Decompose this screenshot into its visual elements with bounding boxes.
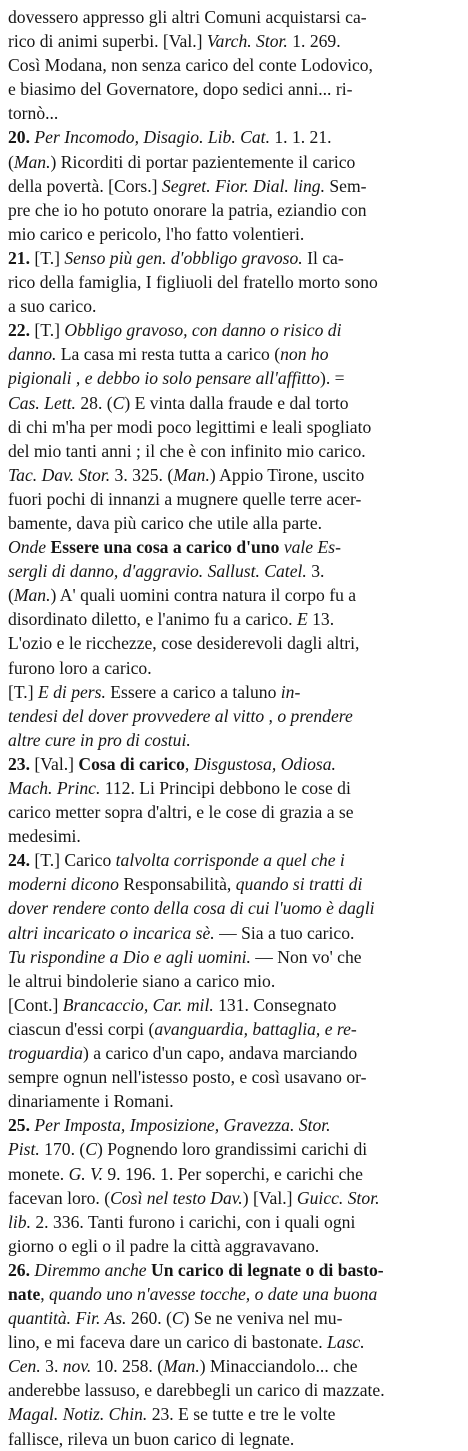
italic-run: C — [112, 392, 125, 413]
text-line — [8, 198, 460, 222]
text-run: 112. Li Principi debbono le cose di — [100, 778, 351, 798]
text-run: ( — [8, 151, 14, 172]
text-run: ) E vinta dalla fraude e dal torto — [124, 392, 349, 413]
text-line — [8, 77, 460, 101]
text-line — [8, 270, 460, 294]
text-run: , — [184, 753, 194, 774]
text-run: 9. 196. 1. Per soperchi, e carichi che — [102, 1163, 363, 1184]
italic-run: tendesi del dover provvedere al vitto , o prendere — [8, 705, 353, 726]
text-run: disordinato diletto, e l'animo fu a carico. — [8, 609, 297, 630]
italic-run: C — [171, 1308, 184, 1329]
text-run: 3. — [306, 561, 325, 582]
italic-run: E di pers. — [37, 681, 106, 702]
text-line — [8, 463, 460, 487]
text-line — [8, 511, 460, 535]
text-line — [8, 535, 460, 559]
text-run: [T.] — [8, 681, 38, 702]
text-run: ) a carico d'un capo, andava marciando — [82, 1043, 358, 1064]
text-run: 1. 1. 21. — [269, 127, 332, 148]
text-line — [8, 1402, 460, 1426]
text-run: del mio tanti anni ; il che è con infinito mio carico. — [8, 440, 366, 461]
text-line — [8, 125, 460, 149]
italic-run: altri incaricato o incarica sè. — [8, 922, 215, 943]
text-line — [8, 294, 460, 318]
italic-run: quantità. Fir. As. — [8, 1308, 127, 1329]
italic-run: C — [85, 1139, 97, 1160]
text-run: Responsabilità, — [118, 874, 236, 895]
italic-run: Man. — [163, 1356, 200, 1377]
italic-run: quando si tratti di — [235, 874, 363, 895]
italic-run: talvolta corrisponde a quel che i — [115, 850, 345, 871]
italic-run: Cas. Lett. — [8, 392, 76, 413]
text-line — [8, 800, 460, 824]
text-line — [8, 872, 460, 896]
text-run: le altrui bindolerie siano a carico mio. — [8, 970, 276, 991]
italic-run: Mach. Princ. — [8, 778, 101, 798]
bold-run: 21. — [8, 247, 30, 268]
italic-run: Cen. — [8, 1356, 41, 1377]
text-run: bamente, dava più carico che utile alla parte. — [8, 512, 323, 533]
bold-run: 26. — [8, 1259, 30, 1280]
text-run: [T.] — [30, 320, 65, 341]
text-run: mio carico e pericolo, l'ho fatto volentieri. — [8, 223, 305, 244]
text-line — [8, 1282, 460, 1306]
text-run: [Cont.] — [8, 994, 63, 1015]
text-run: 28. ( — [75, 392, 113, 413]
text-line — [8, 150, 460, 174]
italic-run: E — [296, 609, 308, 630]
bold-run: 24. — [8, 850, 30, 871]
text-run: Essere a carico a taluno — [105, 681, 281, 702]
italic-run: quando uno n'avesse tocche, o date una buona — [49, 1283, 378, 1304]
text-run: sempre ognun nell'istesso posto, e così usavano or- — [8, 1067, 367, 1088]
text-run: L'ozio e le ricchezze, cose desiderevoli dagli altri, — [8, 633, 360, 654]
italic-run: non ho — [280, 344, 329, 365]
text-run: — Sia a tuo carico. — [214, 922, 355, 943]
text-line — [8, 945, 460, 969]
text-line — [8, 824, 460, 848]
text-line — [8, 439, 460, 463]
text-run: monete. — [8, 1163, 69, 1184]
italic-run: Pist. — [8, 1139, 40, 1160]
text-run: facevan loro. ( — [8, 1187, 111, 1208]
text-run: carico metter sopra d'altri, e le cose di grazia a se — [8, 802, 354, 823]
italic-run: Man. — [13, 151, 51, 172]
text-line — [8, 583, 460, 607]
text-run: a suo carico. — [8, 296, 97, 317]
bold-run: 23. — [8, 753, 30, 774]
bold-run: Un carico di legnate o di basto- — [151, 1259, 384, 1280]
text-line — [8, 174, 460, 198]
italic-run: Così nel testo Dav. — [110, 1187, 243, 1208]
bold-run: Essere una cosa a carico d'uno — [50, 537, 280, 558]
text-run: [Val.] — [30, 753, 79, 774]
italic-run: Tu rispondine a Dio e agli uomini. — [8, 946, 251, 967]
bold-run: nate — [8, 1283, 41, 1304]
italic-run: nov. — [62, 1356, 92, 1377]
italic-run: Onde — [8, 537, 47, 558]
italic-run: dover rendere conto della cosa di cui l'uomo è dagli — [8, 898, 375, 919]
text-run: 3. 325. ( — [110, 464, 174, 485]
italic-run: sergli di danno, d'aggravio. Sallust. Catel. — [8, 561, 307, 582]
text-run: 23. E se tutte e tre le volte — [147, 1404, 336, 1425]
text-run: ciascun d'essi corpi ( — [8, 1018, 155, 1039]
text-line — [8, 1065, 460, 1089]
text-line — [8, 1137, 460, 1161]
italic-run: vale Es- — [283, 537, 341, 558]
text-line — [8, 1330, 460, 1354]
text-run: [T.] — [30, 247, 65, 268]
text-line — [8, 680, 460, 704]
italic-run: Per Incomodo, Disagio. Lib. Cat. — [34, 127, 270, 148]
text-run: tornò... — [8, 103, 59, 124]
italic-run: altre cure in pro di costui. — [8, 729, 191, 750]
text-line — [8, 1234, 460, 1258]
text-line — [8, 848, 460, 872]
text-run: di chi m'ha per modi poco legittimi e leali spogliato — [8, 416, 372, 437]
text-line — [8, 728, 460, 752]
text-run: ) Ricorditi di portar pazientemente il carico — [50, 151, 356, 172]
text-run: 170. ( — [39, 1139, 86, 1160]
text-run: della povertà. [Cors.] — [8, 175, 162, 196]
italic-run: G. V. — [68, 1163, 103, 1184]
text-run: 1. 269. — [287, 31, 341, 52]
text-run: Sem- — [324, 175, 367, 196]
text-line — [8, 366, 460, 390]
text-line — [8, 342, 460, 366]
text-line — [8, 391, 460, 415]
text-run: lino, e mi faceva dare un carico di bastonate. — [8, 1332, 327, 1353]
text-run: 3. — [40, 1356, 63, 1377]
text-line — [8, 5, 460, 29]
text-line — [8, 704, 460, 728]
italic-run: Obbligo gravoso, con danno o risico di — [64, 320, 342, 341]
italic-run: moderni dicono — [8, 874, 119, 895]
text-line — [8, 1162, 460, 1186]
text-run: dinariamente i Romani. — [8, 1091, 174, 1112]
text-run: ) Minacciandolo... che — [199, 1356, 358, 1377]
text-run: — Non vo' che — [250, 946, 362, 967]
text-run: ) A' quali uomini contra natura il corpo fu a — [50, 585, 357, 606]
text-line — [8, 776, 460, 800]
text-run: La casa mi resta tutta a carico ( — [56, 344, 281, 365]
text-run: fallisce, rileva un buon carico di legnate. — [8, 1428, 295, 1449]
italic-run: Tac. Dav. Stor. — [8, 464, 111, 485]
text-line — [8, 1017, 460, 1041]
text-line — [8, 1258, 460, 1282]
italic-run: Segret. Fior. Dial. ling. — [161, 175, 325, 196]
text-run: 13. — [307, 609, 335, 630]
text-line — [8, 222, 460, 246]
italic-run: avanguardia, battaglia, e re- — [154, 1018, 357, 1039]
text-run: giorno o egli o il padre la città aggravavano. — [8, 1235, 320, 1256]
text-line — [8, 29, 460, 53]
text-line — [8, 921, 460, 945]
text-line — [8, 1210, 460, 1234]
text-run: furono loro a carico. — [8, 657, 152, 678]
text-line — [8, 969, 460, 993]
italic-run: Guicc. Stor. — [296, 1187, 380, 1208]
text-line — [8, 415, 460, 439]
text-line — [8, 631, 460, 655]
bold-run: 20. — [8, 127, 30, 148]
italic-run: danno. — [8, 344, 57, 365]
text-line — [8, 1041, 460, 1065]
text-run: ) Appio Tirone, uscito — [209, 464, 365, 485]
text-run: 260. ( — [126, 1308, 172, 1329]
text-line — [8, 53, 460, 77]
text-run: ) Pognendo loro grandissimi carichi di — [96, 1139, 368, 1160]
text-line — [8, 896, 460, 920]
italic-run: Magal. Notiz. Chin. — [8, 1404, 148, 1425]
italic-run: Brancaccio, Car. mil. — [62, 994, 214, 1015]
text-run: ( — [8, 585, 14, 606]
text-run: anderebbe lassuso, e darebbegli un carico di mazzate. — [8, 1380, 385, 1401]
text-run: rico di animi superbi. [Val.] — [8, 31, 207, 52]
text-line — [8, 1354, 460, 1378]
text-line — [8, 1427, 460, 1451]
bold-run: Cosa di carico — [78, 753, 185, 774]
bold-run: 22. — [8, 320, 30, 341]
italic-run: Varch. Stor. — [206, 31, 288, 52]
italic-run: Per Imposta, Imposizione, Gravezza. Stor. — [34, 1115, 331, 1136]
text-line — [8, 752, 460, 776]
italic-run: Senso più gen. d'obbligo gravoso. — [64, 247, 303, 268]
text-line — [8, 1113, 460, 1137]
text-run: fuori pochi di innanzi a mugnere quelle terre acer- — [8, 488, 362, 509]
text-run: ) Se ne veniva nel mu- — [183, 1308, 343, 1329]
text-run: pre che io ho potuto onorare la patria, eziandio con — [8, 199, 367, 220]
text-line — [8, 1089, 460, 1113]
text-line — [8, 101, 460, 125]
bold-run: 25. — [8, 1115, 30, 1136]
text-run: rico della famiglia, I figliuoli del fratello morto sono — [8, 272, 378, 293]
italic-run: Lasc. — [327, 1332, 365, 1353]
text-line — [8, 656, 460, 680]
text-line — [8, 1186, 460, 1210]
text-run: medesimi. — [8, 826, 81, 847]
text-run: 2. 336. Tanti furono i carichi, con i quali ogni — [30, 1211, 356, 1232]
italic-run: Man. — [13, 585, 51, 606]
text-run: Il ca- — [302, 247, 344, 268]
italic-run: Disgustosa, Odiosa. — [193, 753, 336, 774]
text-line — [8, 993, 460, 1017]
text-run: 10. 258. ( — [91, 1356, 164, 1377]
italic-run: lib. — [8, 1211, 31, 1232]
text-line — [8, 246, 460, 270]
italic-run: troguardia — [8, 1043, 83, 1064]
text-run: ). = — [319, 368, 345, 389]
text-line — [8, 607, 460, 631]
text-run: Così Modana, non senza carico del conte Lodovico, — [8, 55, 373, 76]
italic-run: pigionali , e debbo io solo pensare all'affitto — [8, 368, 320, 389]
text-line — [8, 1306, 460, 1330]
text-line — [8, 559, 460, 583]
text-run: , — [40, 1283, 50, 1304]
italic-run: in- — [280, 681, 301, 702]
text-line — [8, 487, 460, 511]
italic-run: Diremmo anche — [34, 1259, 147, 1280]
italic-run: Man. — [173, 464, 210, 485]
text-line — [8, 1378, 460, 1402]
text-run: ) [Val.] — [242, 1187, 297, 1208]
text-run: e biasimo del Governatore, dopo sedici anni... ri- — [8, 79, 353, 100]
text-run: 131. Consegnato — [213, 994, 337, 1015]
text-run: [T.] Carico — [30, 850, 116, 871]
text-run: dovessero appresso gli altri Comuni acquistarsi ca- — [8, 7, 367, 27]
text-line — [8, 318, 460, 342]
